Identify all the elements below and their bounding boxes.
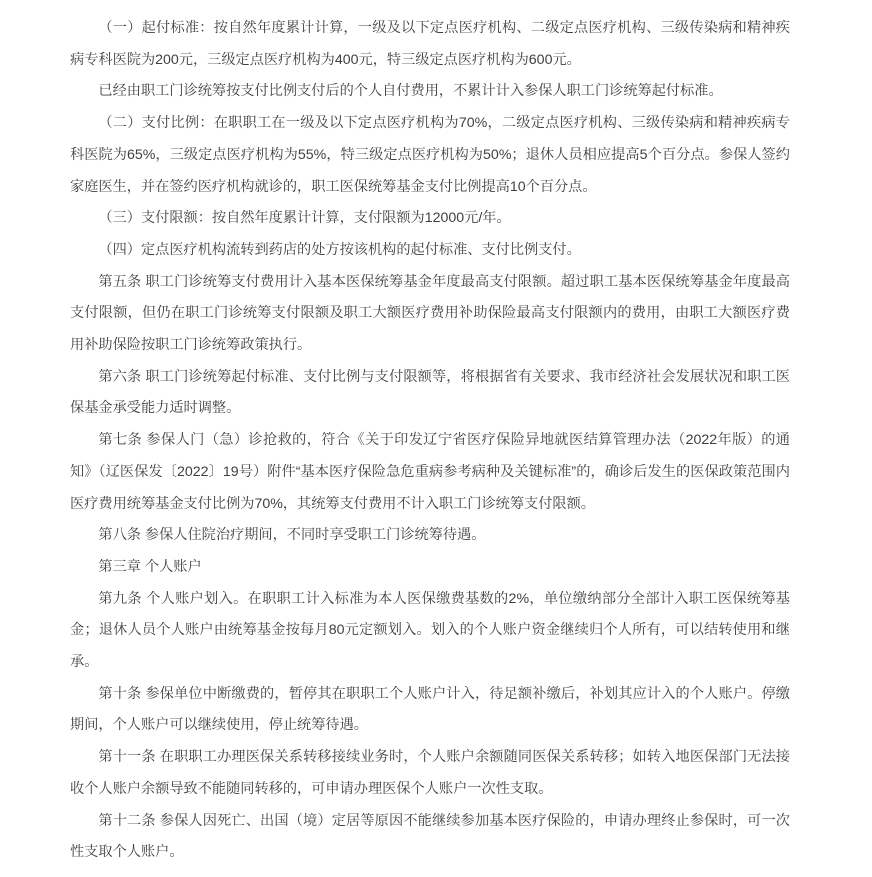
clause-paragraph: （一）起付标准：按自然年度累计计算，一级及以下定点医疗机构、二级定点医疗机构、三级传染病和精神疾病专科医院为200元，三级定点医疗机构为400元，特三级定点医疗机构为600元。 [70,20,790,68]
article-paragraph: 第八条 参保人住院治疗期间，不同时享受职工门诊统筹待遇。 [98,527,486,544]
article-paragraph: 第十一条 在职职工办理医保关系转移接续业务时，个人账户余额随同医保关系转移；如转入地医保部门无法接收个人账户余额导致不能随同转移的，可申请办理医保个人账户一次性支取。 [70,749,790,797]
chapter-heading: 第三章 个人账户 [98,558,202,575]
article-paragraph: 第十二条 参保人因死亡、出国（境）定居等原因不能继续参加基本医疗保险的，申请办理终止参保时，可一次性支取个人账户。 [70,812,790,861]
article-paragraph: 第七条 参保人门（急）诊抢救的，符合《关于印发辽宁省医疗保险异地就医结算管理办法（2022年版）的通知》（辽医保发〔2022〕19号）附件“基本医疗保险急危重病参考病种及关键标准”的，确诊后发生的医保政策范围内医疗费用统筹基金支付比例为70%，其统筹支付费用不计入职工门诊统筹支付限额。 [70,432,790,512]
article-paragraph: 第五条 职工门诊统筹支付费用计入基本医保统筹基金年度最高支付限额。超过职工基本医保统筹基金年度最高支付限额，但仍在职工门诊统筹支付限额及职工大额医疗费用补助保险最高支付限额内的费用，由职工大额医疗费用补助保险按职工门诊统筹政策执行。 [70,273,790,354]
article-paragraph: 第六条 职工门诊统筹起付标准、支付比例与支付限额等，将根据省有关要求、我市经济社会发展状况和职工医保基金承受能力适时调整。 [70,368,790,417]
clause-paragraph: （三）支付限额：按自然年度累计计算，支付限额为12000元/年。 [98,210,511,227]
article-paragraph: 第九条 个人账户划入。在职职工计入标准为本人医保缴费基数的2%，单位缴纳部分全部计入职工医保统筹基金；退休人员个人账户由统筹基金按每月80元定额划入。划入的个人账户资金继续归个人所有，可以结转使用和继承。 [70,590,790,671]
clause-paragraph: （四）定点医疗机构流转到药店的处方按该机构的起付标准、支付比例支付。 [98,241,581,258]
article-paragraph: 第十条 参保单位中断缴费的，暂停其在职职工个人账户计入，待足额补缴后，补划其应计入的个人账户。停缴期间，个人账户可以继续使用，停止统筹待遇。 [70,685,790,734]
clause-paragraph: （二）支付比例：在职职工在一级及以下定点医疗机构为70%，二级定点医疗机构、三级传染病和精神疾病专科医院为65%，三级定点医疗机构为55%，特三级定点医疗机构为50%；退休人员相应提高5个百分点。参保人签约家庭医生，并在签约医疗机构就诊的，职工医保统筹基金支付比例提高10个百分点。 [70,115,790,195]
clause-paragraph: 已经由职工门诊统筹按支付比例支付后的个人自付费用，不累计计入参保人职工门诊统筹起付标准。 [98,83,723,100]
